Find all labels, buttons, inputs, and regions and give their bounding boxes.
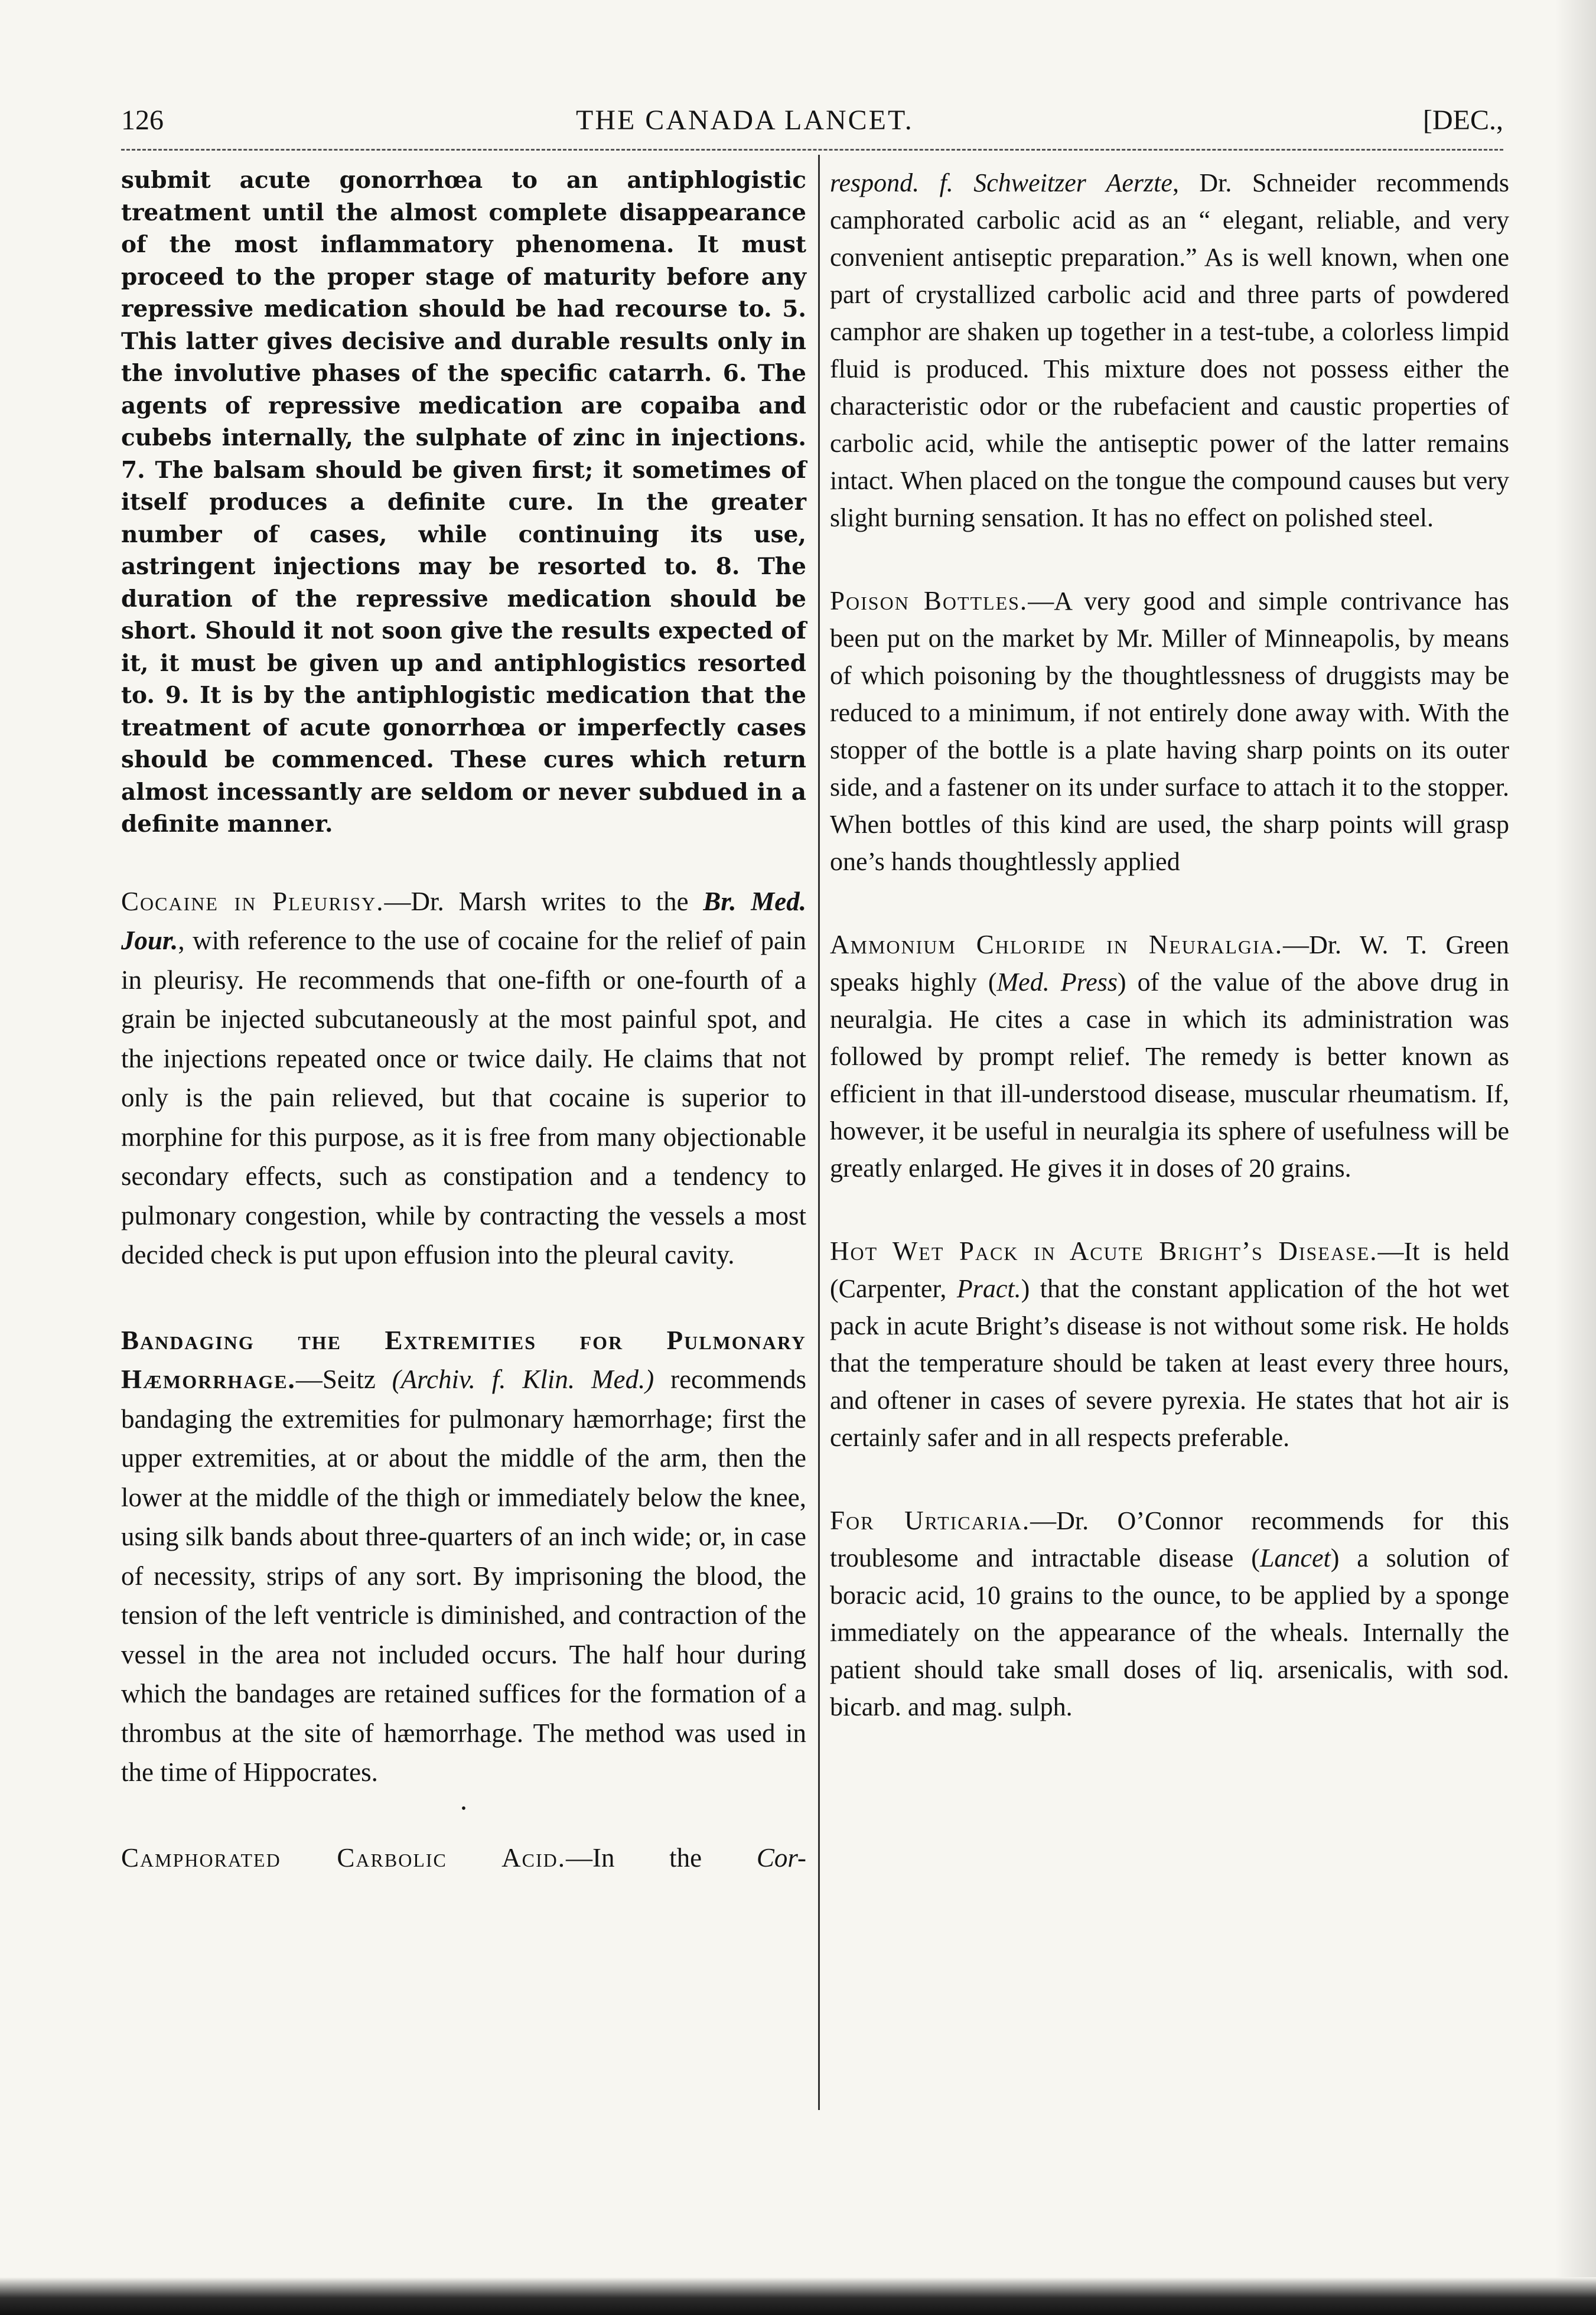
camphorated-cont-text: , Dr. Schneider recommends camphorated carbolic acid as an “ elegant, reliable, and very convenient antiseptic preparation.” As is well known, when one part of crystallized carbolic acid and three parts of powdered camphor are shaken up together in a test-tube, a colorless limpid fluid is produced. This mixture does not possess either the characteristic odor or the rubefacient and caustic properties of carbolic acid, while the antiseptic power of the latter remains intact. When placed on the tongue the compound causes but very slight burning sensation. It has no effect on polished steel. [830, 168, 1510, 532]
hot-pack-text-1: —It is held (Carpenter, [830, 1237, 1509, 1303]
bandaging-text-1: —Seitz [295, 1365, 392, 1394]
camphorated-source-start: Cor- [756, 1842, 806, 1873]
cocaine-text-1: —Dr. Marsh writes to the [384, 886, 703, 916]
journal-title: THE CANADA LANCET. [576, 105, 914, 136]
camphorated-text-1: —In the [565, 1842, 757, 1873]
poison-bottles-article [830, 582, 1509, 880]
left-column [121, 164, 806, 1923]
hot-pack-article [830, 1233, 1509, 1456]
urticaria-text-1: —Dr. O’Connor recommends for this troublesome and intractable disease ( [830, 1506, 1509, 1572]
hot-pack-heading: Hot Wet Pack in Acute Bright’s Disease. [830, 1236, 1378, 1266]
running-head [121, 99, 1503, 146]
bandaging-article [121, 1321, 806, 1792]
ammonium-text-2: ) of the value of the above drug in neuralgia. He cites a case in which its administration was followed by prompt relief. The remedy is better known as efficient in that ill-understood disease, muscular rheumatism. If, however, it be useful in neuralgia its sphere of usefulness will be greatly enlarged. He gives it in doses of 20 grains. [830, 968, 1510, 1183]
cocaine-heading: Cocaine in Pleurisy. [121, 886, 385, 916]
urticaria-text-2: ) a solution of boracic acid, 10 grains to the ounce, to be applied by a sponge immediately on the appearance of the wheals. Internally the patient should take small doses of liq. arsenicalis, with sod. bicarb. and mag. sulph. [830, 1544, 1509, 1721]
cocaine-text-2: , with reference to the use of cocaine for the relief of pain in pleurisy. He recommends that one-fifth or one-fourth of a grain be injected subcutaneously at the most painful spot, and the injections repeated once or twice daily. He claims that not only is the pain relieved, but that cocaine is superior to morphine for this purpose, as it is free from many objectionable secondary effects, such as constipation and a tendency to pulmonary congestion, while by contracting the vessels a most decided check is put upon effusion into the pleural cavity. [121, 926, 806, 1269]
right-column [830, 164, 1509, 1772]
header-rule [121, 149, 1503, 151]
page-edge-shadow [1555, 0, 1596, 2315]
camphorated-source-end: respond. f. Schweitzer Aerzte [830, 168, 1172, 197]
ammonium-article [830, 926, 1509, 1187]
ammonium-heading: Ammonium Chloride in Neuralgia. [830, 930, 1284, 959]
bandaging-text-2: recommends bandaging the extremities for pulmonary hæmorrhage; first the upper extremities, at or about the middle of the arm, then the lower at the middle of the thigh or immediately below the knee, using silk bands about three-quarters of an inch wide; or, in case of necessity, strips of any sort. By imprisoning the blood, the tension of the left ventricle is diminished, and contraction of the vessel in the area not included occurs. The half hour during which the bandages are retained suffices for the formation of a thrombus at the site of hæmorrhage. The method was used in the time of Hippocrates. [121, 1365, 807, 1787]
issue-month: [DEC., [1423, 105, 1503, 136]
camphorated-heading: Camphorated Carbolic Acid. [121, 1842, 566, 1873]
bandaging-source: (Archiv. f. Klin. Med.) [392, 1365, 654, 1394]
cocaine-article [121, 882, 806, 1275]
section-bullet: • [461, 1800, 467, 1816]
urticaria-heading: For Urticaria. [830, 1506, 1031, 1535]
page-number: 126 [121, 105, 164, 136]
cocaine-source: Br. Med. Jour. [121, 886, 807, 955]
column-divider [818, 155, 820, 2110]
ammonium-text-1: —Dr. W. T. Green speaks highly ( [830, 930, 1510, 997]
hot-pack-text-2: ) that the constant application of the hot wet pack in acute Bright’s disease is not without some risk. He holds that the temperature should be taken at least every three hours, and oftener in cases of severe pyrexia. He states that hot air is certainly safer and in all respects preferable. [830, 1274, 1509, 1452]
ammonium-source: Med. Press [996, 968, 1118, 997]
camphorated-article [121, 1838, 806, 1878]
scan-bottom-band [0, 2277, 1596, 2315]
gonorrhoea-paragraph: submit acute gonorrhœa to an antiphlogistic treatment until the almost complete disappearance of the most inflammatory phenomena. It must proceed to the proper stage of maturity before any repressive medication should be had recourse to. 5. This latter gives decisive and durable results only in the involutive phases of the specific catarrh. 6. The agents of repressive medication are copaiba and cubebs internally, the sulphate of zinc in injections. 7. The balsam should be given first; it sometimes of itself produces a definite cure. In the greater number of cases, while continuing its use, astringent injections may be resorted to. 8. The duration of the repressive medication should be short. Should it not soon give the results expected of it, it must be given up and antiphlogistics resorted to. 9. It is by the antiphlogistic medication that the treatment of acute gonorrhœa or imperfectly cases should be commenced. These cures which return almost incessantly are seldom or never subdued in a definite manner. [121, 167, 806, 838]
urticaria-article [830, 1502, 1509, 1725]
hot-pack-source: Pract. [956, 1274, 1021, 1303]
poison-bottles-text: —A very good and simple contrivance has been put on the market by Mr. Miller of Minneapolis, by means of which poisoning by the thoughtlessness of druggists may be reduced to a minimum, if not entirely done away with. With the stopper of the bottle is a plate having sharp points on its outer side, and a fastener on its under surface to attach it to the stopper. When bottles of this kind are used, the sharp points will grasp one’s hands thoughtlessly applied [830, 587, 1509, 876]
urticaria-source: Lancet [1259, 1544, 1331, 1572]
bandaging-heading: Bandaging the Extremities for Pulmonary Hæmorrhage. [121, 1325, 806, 1394]
camphorated-continuation [830, 164, 1509, 536]
poison-bottles-heading: Poison Bottles. [830, 586, 1028, 616]
